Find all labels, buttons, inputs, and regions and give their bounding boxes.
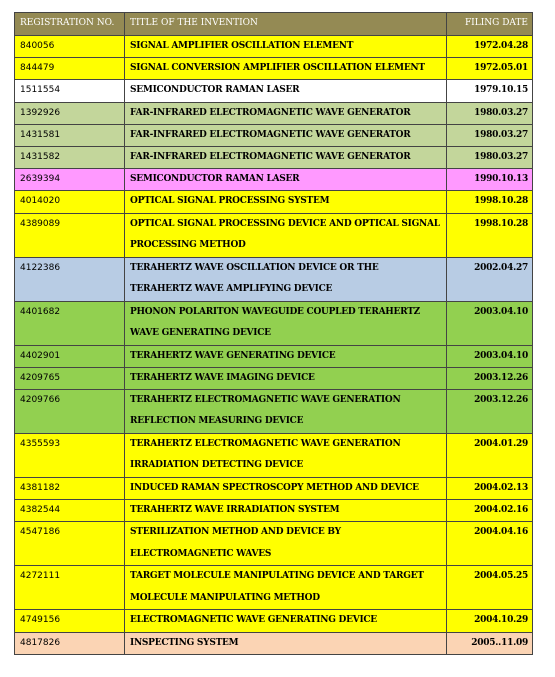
registration-no-cell: 1511554 [15,80,125,102]
table-row [15,257,533,301]
registration-no-cell: 4817826 [15,632,125,654]
invention-title-cell: FAR-INFRARED ELECTROMAGNETIC WAVE GENERATOR [125,147,447,169]
table-row [15,478,533,500]
table-row [15,522,533,566]
invention-title-cell: TERAHERTZ ELECTROMAGNETIC WAVE GENERATION IRRADIATION DETECTING DEVICE [125,434,447,478]
table-row [15,566,533,610]
filing-date-cell: 2003.12.26 [447,390,533,434]
invention-title-cell: TERAHERTZ WAVE OSCILLATION DEVICE OR THE TERAHERTZ WAVE AMPLIFYING DEVICE [125,257,447,301]
table-header-row [15,13,533,36]
filing-date-cell: 2003.12.26 [447,367,533,389]
table-row [15,390,533,434]
registration-no-cell: 4381182 [15,478,125,500]
registration-no-cell: 4355593 [15,434,125,478]
table-row [15,434,533,478]
invention-title-cell: OPTICAL SIGNAL PROCESSING SYSTEM [125,191,447,213]
invention-title-cell: SEMICONDUCTOR RAMAN LASER [125,169,447,191]
table-row [15,102,533,124]
invention-title-cell: INSPECTING SYSTEM [125,632,447,654]
table-body [15,36,533,655]
filing-date-cell: 1980.03.27 [447,124,533,146]
invention-title-cell: TERAHERTZ WAVE IRRADIATION SYSTEM [125,500,447,522]
invention-title-cell: SIGNAL AMPLIFIER OSCILLATION ELEMENT [125,36,447,58]
filing-date-cell: 2004.05.25 [447,566,533,610]
table-row [15,36,533,58]
registration-no-cell: 1392926 [15,102,125,124]
invention-title-cell: FAR-INFRARED ELECTROMAGNETIC WAVE GENERATOR [125,102,447,124]
filing-date-cell: 2004.01.29 [447,434,533,478]
invention-title-cell: TARGET MOLECULE MANIPULATING DEVICE AND TARGET MOLECULE MANIPULATING METHOD [125,566,447,610]
filing-date-cell: 2004.02.13 [447,478,533,500]
invention-title-cell: TERAHERTZ WAVE IMAGING DEVICE [125,367,447,389]
table-row [15,124,533,146]
filing-date-cell: 1980.03.27 [447,147,533,169]
filing-date-cell: 2004.02.16 [447,500,533,522]
filing-date-cell: 1972.04.28 [447,36,533,58]
table-row [15,367,533,389]
registration-no-cell: 1431582 [15,147,125,169]
filing-date-cell: 2003.04.10 [447,345,533,367]
registration-no-cell: 4382544 [15,500,125,522]
table-row [15,345,533,367]
filing-date-cell: 1998.10.28 [447,213,533,257]
title-header: TITLE OF THE INVENTION [125,13,447,36]
registration-no-cell: 4014020 [15,191,125,213]
registration-no-cell: 4122386 [15,257,125,301]
invention-title-cell: OPTICAL SIGNAL PROCESSING DEVICE AND OPTICAL SIGNAL PROCESSING METHOD [125,213,447,257]
registration-no-cell: 4402901 [15,345,125,367]
invention-title-cell: PHONON POLARITON WAVEGUIDE COUPLED TERAHERTZ WAVE GENERATING DEVICE [125,301,447,345]
table-row [15,301,533,345]
table-row [15,213,533,257]
invention-title-cell: TERAHERTZ ELECTROMAGNETIC WAVE GENERATION REFLECTION MEASURING DEVICE [125,390,447,434]
filing-date-cell: 2005..11.09 [447,632,533,654]
table-row [15,610,533,632]
table-row [15,80,533,102]
table-row [15,500,533,522]
filing-date-cell: 2004.10.29 [447,610,533,632]
invention-title-cell: ELECTROMAGNETIC WAVE GENERATING DEVICE [125,610,447,632]
invention-title-cell: TERAHERTZ WAVE GENERATING DEVICE [125,345,447,367]
registration-no-cell: 4209766 [15,390,125,434]
registration-no-cell: 4209765 [15,367,125,389]
filing-date-header: FILING DATE [447,13,533,36]
registration-no-cell: 4547186 [15,522,125,566]
registration-no-cell: 4749156 [15,610,125,632]
filing-date-cell: 2003.04.10 [447,301,533,345]
registration-no-cell: 1431581 [15,124,125,146]
registration-no-cell: 4389089 [15,213,125,257]
registration-no-cell: 844479 [15,58,125,80]
table-row [15,191,533,213]
table-row [15,169,533,191]
table-row [15,147,533,169]
registration-no-cell: 4272111 [15,566,125,610]
table-row [15,58,533,80]
registration-no-header: REGISTRATION NO. [15,13,125,36]
patent-document [14,12,532,655]
registration-no-cell: 2639394 [15,169,125,191]
invention-title-cell: FAR-INFRARED ELECTROMAGNETIC WAVE GENERATOR [125,124,447,146]
filing-date-cell: 1979.10.15 [447,80,533,102]
invention-title-cell: STERILIZATION METHOD AND DEVICE BY ELECTROMAGNETIC WAVES [125,522,447,566]
invention-title-cell: SEMICONDUCTOR RAMAN LASER [125,80,447,102]
invention-title-cell: INDUCED RAMAN SPECTROSCOPY METHOD AND DEVICE [125,478,447,500]
registration-no-cell: 4401682 [15,301,125,345]
filing-date-cell: 1990.10.13 [447,169,533,191]
invention-title-cell: SIGNAL CONVERSION AMPLIFIER OSCILLATION ELEMENT [125,58,447,80]
filing-date-cell: 1998.10.28 [447,191,533,213]
registration-no-cell: 840056 [15,36,125,58]
filing-date-cell: 1980.03.27 [447,102,533,124]
filing-date-cell: 2002.04.27 [447,257,533,301]
table-row [15,632,533,654]
filing-date-cell: 2004.04.16 [447,522,533,566]
filing-date-cell: 1972.05.01 [447,58,533,80]
patent-table [14,12,533,655]
